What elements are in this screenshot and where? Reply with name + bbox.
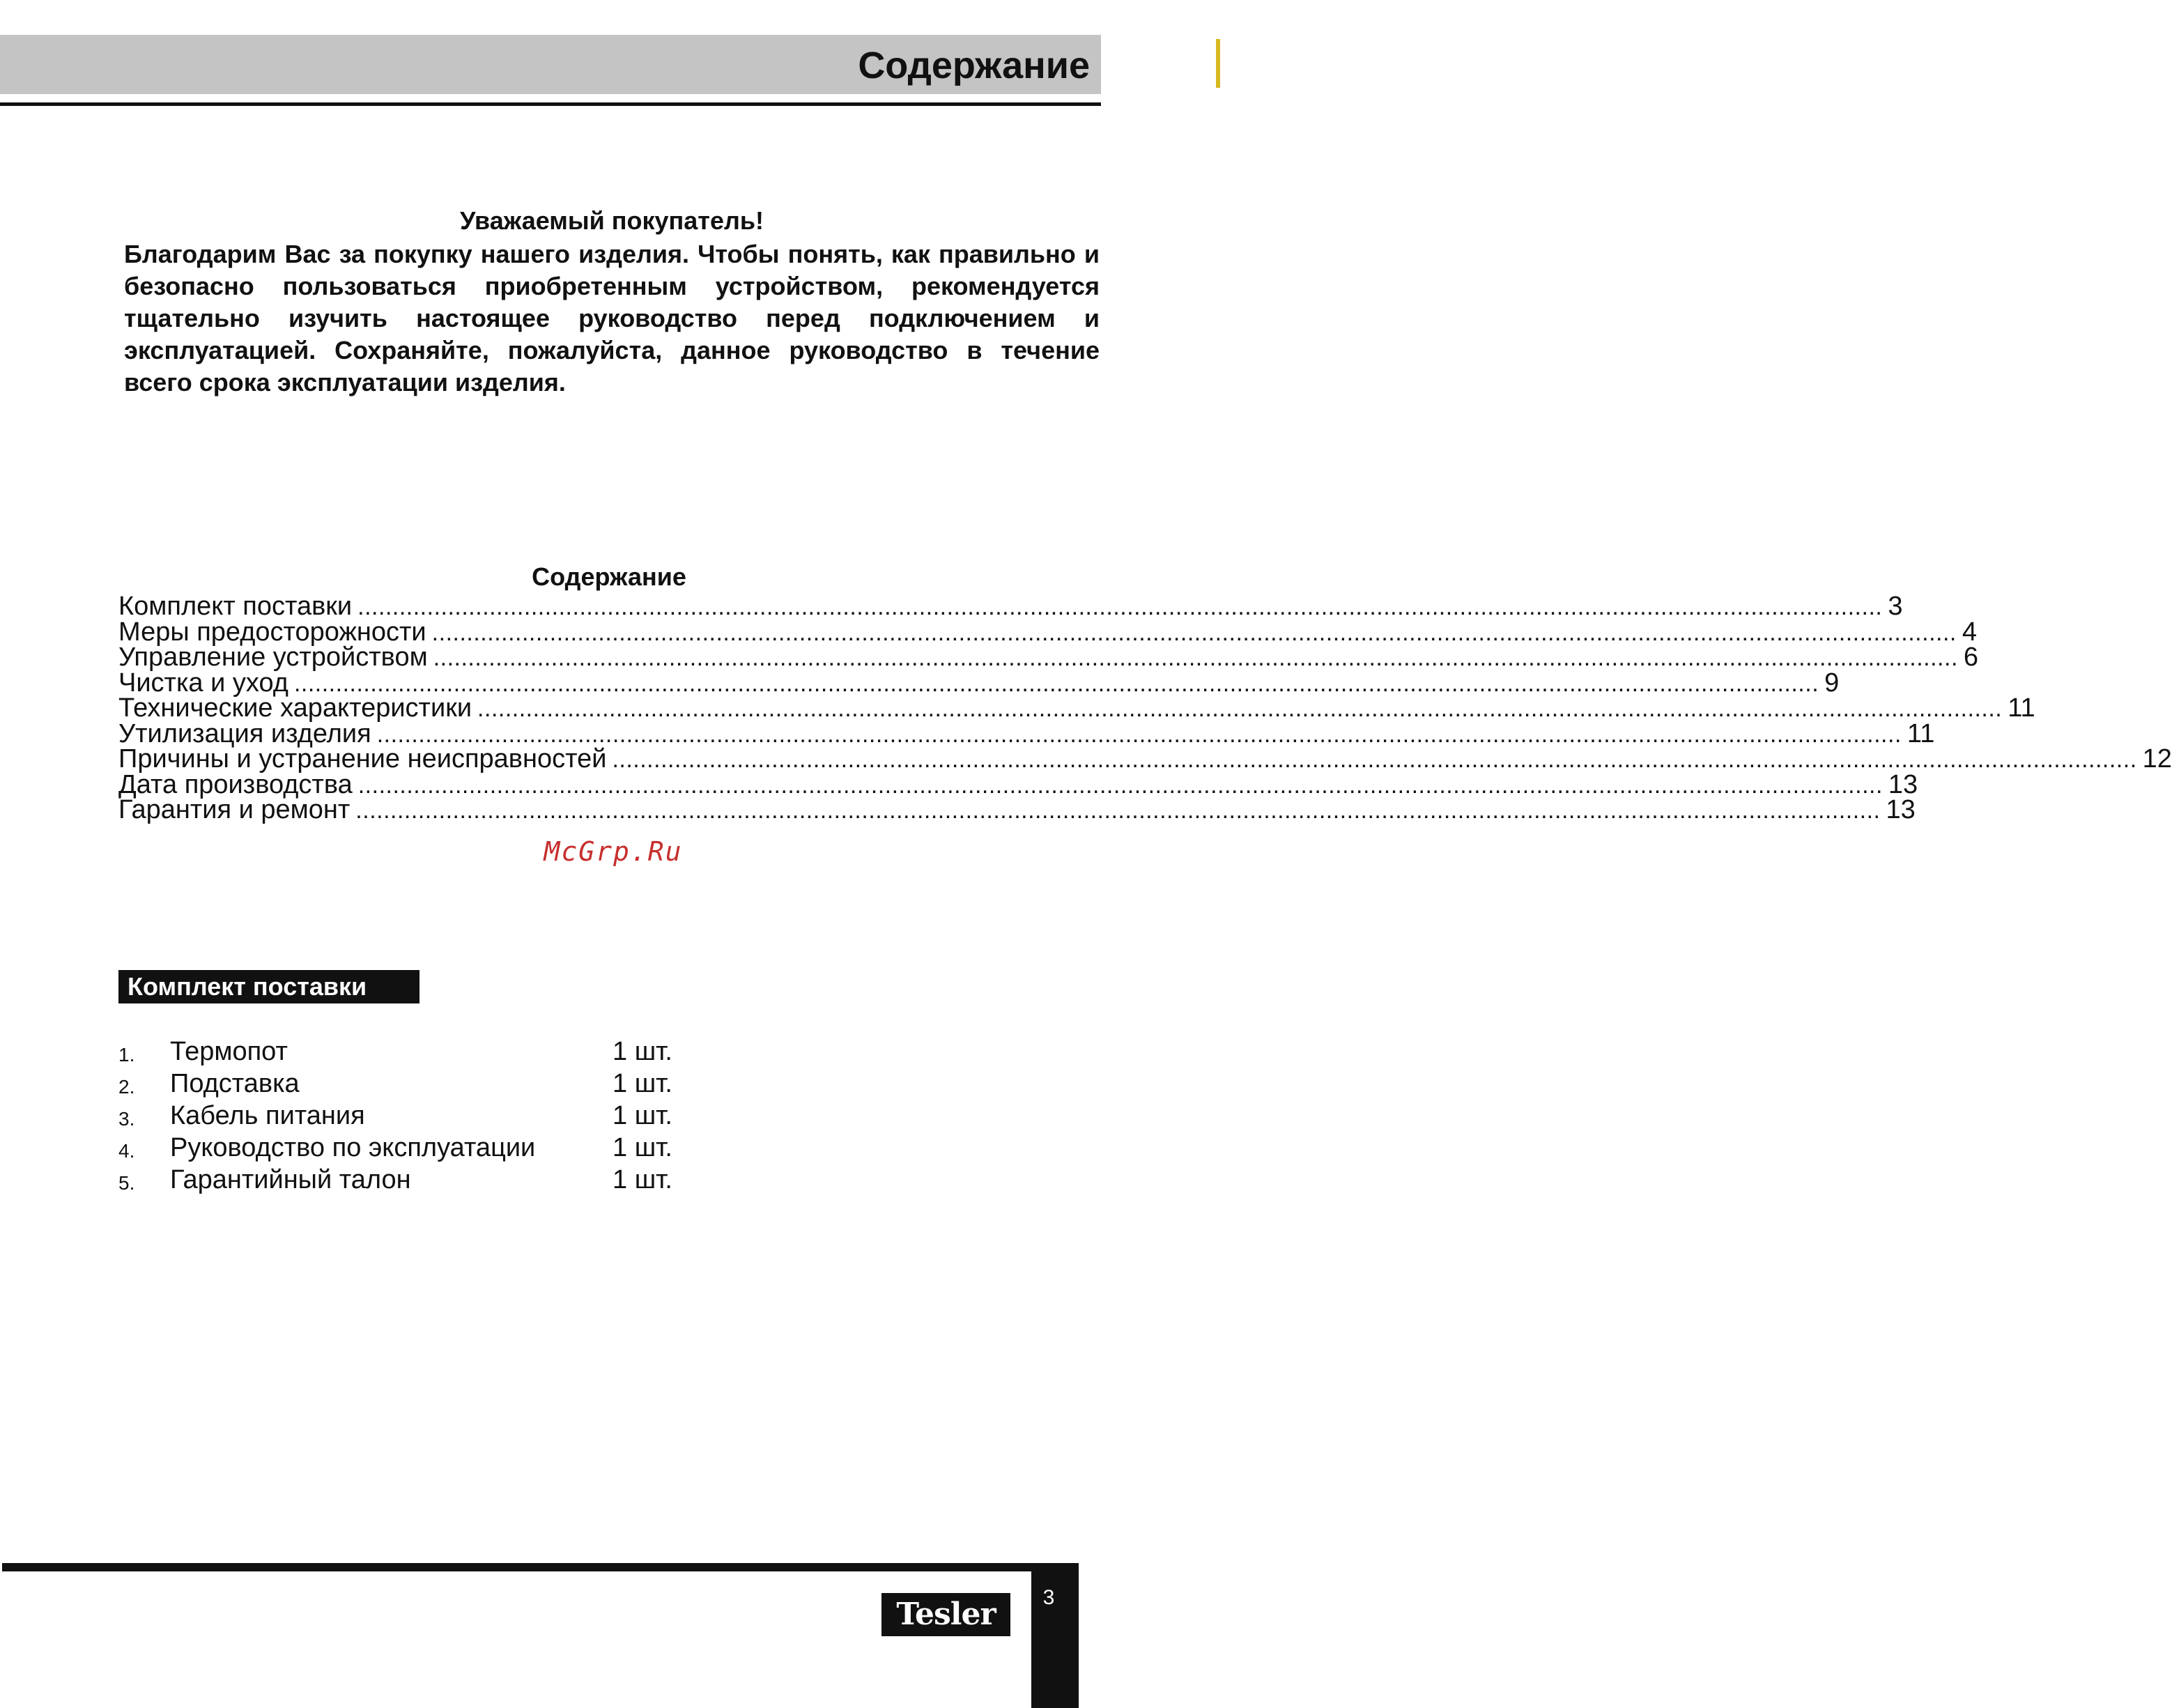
item-quantity: 1 шт. [613,1037,672,1066]
toc-entry[interactable] [118,693,2035,723]
toc-entry[interactable] [118,795,1916,824]
table-of-contents [118,592,2172,824]
item-name: Термопот [170,1037,288,1066]
toc-entry-page: 3 [1888,592,1903,621]
list-item [118,1164,746,1196]
item-quantity: 1 шт. [613,1069,672,1098]
footer-block [1031,1563,1079,1708]
list-item [118,1132,746,1164]
list-item [118,1100,746,1132]
toc-leader-dots: ............................................................................................................................................................................................................................ [357,771,1883,799]
toc-entry-page: 13 [1886,795,1916,824]
toc-leader-dots: ............................................................................................................................................................................................................................ [293,670,1819,697]
toc-entry-label: Дата производства [118,769,353,799]
toc-entry-page: 4 [1962,617,1977,647]
package-list [118,1036,746,1196]
logo-text: Tesler [881,1593,1010,1636]
toc-entry-page: 11 [1907,718,1935,748]
toc-entry[interactable] [118,744,2172,774]
toc-entry[interactable] [118,769,1918,799]
item-number: 1. [118,1044,135,1065]
list-item [118,1068,746,1100]
brand-logo [881,1593,1010,1636]
item-quantity: 1 шт. [613,1133,672,1162]
toc-entry-page: 11 [2008,693,2035,723]
greeting-body: Благодарим Вас за покупку нашего изделия. Чтобы понять, как правильно и безопасно пользоваться приобретенным устройством, рекомендуется тщательно изучить настоящее руководство перед подключением и эксплуатацией. Сохраняйте, пожалуйста, данное руководство в течение всего срока эксплуатации изделия. [124,240,1100,397]
item-name: Гарантийный талон [170,1165,411,1194]
item-number: 4. [118,1140,135,1162]
list-item [118,1036,746,1068]
toc-entry[interactable] [118,643,1979,672]
toc-leader-dots: ............................................................................................................................................................................................................................ [357,594,1883,620]
toc-entry-page: 13 [1888,769,1918,799]
item-quantity: 1 шт. [613,1101,672,1130]
toc-entry-label: Управление устройством [118,643,428,672]
toc-entry-label: Технические характеристики [118,693,472,723]
toc-entry-label: Гарантия и ремонт [118,795,351,824]
toc-leader-dots: ............................................................................................................................................................................................................................ [612,746,2137,773]
item-quantity: 1 шт. [613,1165,672,1194]
toc-leader-dots: ............................................................................................................................................................................................................................ [431,619,1957,646]
footer-rule [2,1563,1079,1571]
item-number: 3. [118,1108,135,1130]
toc-entry-page: 9 [1824,668,1840,698]
toc-entry[interactable] [118,668,1840,698]
greeting-title: Уважаемый покупатель! [460,206,764,235]
toc-entry-label: Комплект поставки [118,592,353,621]
toc-entry-page: 6 [1963,643,1979,672]
item-name: Подставка [170,1069,300,1098]
watermark: McGrp.Ru [544,836,683,867]
toc-entry-page: 12 [2142,744,2172,774]
toc-leader-dots: ............................................................................................................................................................................................................................ [477,695,2003,722]
toc-title: Содержание [532,562,686,591]
toc-entry-label: Меры предосторожности [118,617,426,647]
toc-entry-label: Утилизация изделия [118,718,371,748]
toc-entry[interactable] [118,617,1977,647]
toc-leader-dots: ............................................................................................................................................................................................................................ [433,645,1958,671]
item-number: 2. [118,1076,135,1098]
toc-leader-dots: ............................................................................................................................................................................................................................ [355,797,1881,824]
toc-entry[interactable] [118,718,1935,748]
item-name: Кабель питания [170,1101,365,1130]
header-rule [0,102,1101,106]
section-heading-package: Комплект поставки [118,970,419,1003]
item-name: Руководство по эксплуатации [170,1133,536,1162]
item-number: 5. [118,1172,135,1194]
toc-leader-dots: ............................................................................................................................................................................................................................ [376,721,1902,748]
page-title: Содержание [858,45,1090,86]
toc-entry[interactable] [118,592,1903,621]
page-number: 3 [1042,1586,1055,1609]
toc-entry-label: Чистка и уход [118,668,288,698]
edge-mark [1216,39,1220,88]
toc-entry-label: Причины и устранение неисправностей [118,744,607,774]
